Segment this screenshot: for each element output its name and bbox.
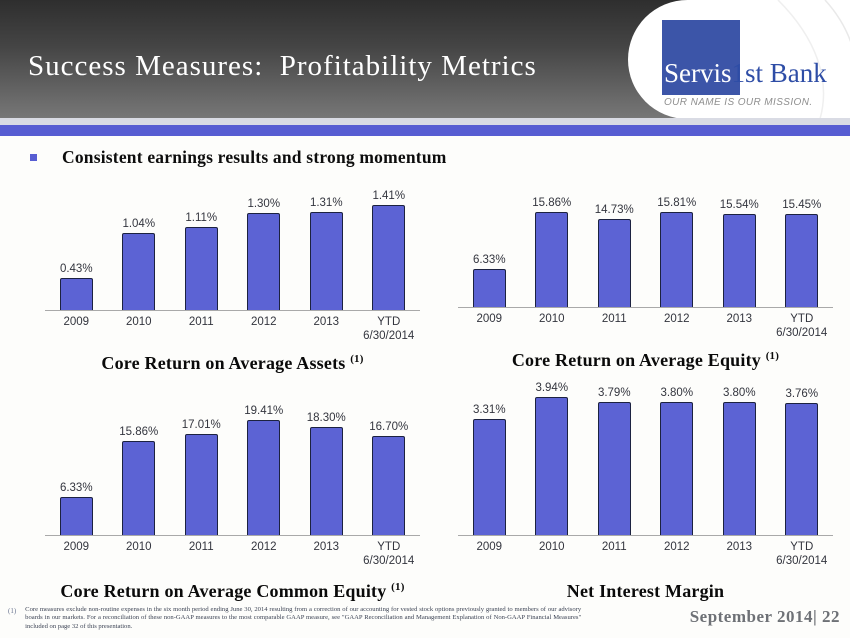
- bar-column: [358, 190, 420, 310]
- bar: [598, 219, 631, 307]
- bar: [247, 420, 280, 535]
- axis-ticks: [458, 540, 833, 570]
- value-label: 1.30%: [247, 198, 281, 210]
- bar: [60, 278, 93, 310]
- bar-column: [170, 212, 232, 310]
- bar-column: [646, 197, 708, 307]
- x-tick-label: 2013: [313, 541, 340, 553]
- slide-title: Success Measures: Profitability Metrics: [28, 50, 537, 82]
- footnote-marker: (1): [8, 607, 17, 615]
- chart-net-interest-margin: [458, 375, 833, 602]
- x-tick-label: YTD 6/30/2014: [363, 541, 415, 567]
- axis-ticks: [458, 312, 833, 342]
- chart-core-return-avg-common-equity: [45, 375, 420, 602]
- x-tick-label: 2010: [125, 541, 152, 553]
- bar-column: [358, 421, 420, 535]
- value-label: 16.70%: [369, 421, 409, 433]
- x-tick-label: 2012: [663, 313, 690, 325]
- value-label: 14.73%: [594, 204, 634, 216]
- x-tick-label: 2012: [250, 541, 277, 553]
- chart-title: Core Return on Average Assets $^{(1)}$: [101, 353, 364, 373]
- footnote-text: Core measures exclude non-routine expenses in the six month period ending June 30, 2014 resulting from a correction of our accounting for vested stock options previously granted to members of our advisory boards in our markets. For a reconciliation of these non-GAAP measures to the most comparable GAAP measure, see "GAAP Reconciliation and Management Explanation of Non-GAAP Financial Measures" included on page 32 of this presentation.: [25, 606, 582, 630]
- value-label: 3.94%: [535, 382, 569, 394]
- bar-column: [295, 197, 357, 310]
- bar: [185, 227, 218, 310]
- bar: [310, 212, 343, 310]
- x-tick-label: 2013: [726, 313, 753, 325]
- bar: [247, 213, 280, 310]
- value-label: 15.86%: [532, 197, 572, 209]
- value-label: 1.31%: [309, 197, 343, 209]
- logo-area: [628, 0, 850, 119]
- bar-column: [646, 387, 708, 535]
- value-label: 15.45%: [782, 199, 822, 211]
- chart-core-return-avg-assets: [45, 185, 420, 374]
- bar: [785, 214, 818, 307]
- bar-column: [458, 404, 520, 535]
- bar-column: [108, 426, 170, 535]
- logo-servis-text: Servis: [664, 58, 732, 88]
- bar-column: [45, 263, 107, 310]
- logo-tagline: OUR NAME IS OUR MISSION.: [664, 97, 813, 108]
- value-label: 19.41%: [244, 405, 284, 417]
- bar: [310, 427, 343, 535]
- bullet-row: [30, 147, 447, 168]
- bar-column: [45, 482, 107, 535]
- chart-title: Core Return on Average Common Equity $^{(1)}$: [60, 581, 405, 601]
- x-tick-label: 2010: [538, 313, 565, 325]
- value-label: 1.41%: [372, 190, 406, 202]
- bar-column: [708, 387, 770, 535]
- logo-1stbank-text: 1st Bank: [731, 58, 827, 88]
- bar: [473, 419, 506, 535]
- x-tick-label: YTD 6/30/2014: [363, 316, 415, 342]
- bar-column: [295, 412, 357, 535]
- chart-title: Core Return on Average Equity $^{(1)}$: [511, 350, 780, 370]
- value-label: 3.31%: [472, 404, 506, 416]
- bar: [372, 205, 405, 310]
- header-divider-strip: [0, 118, 850, 125]
- bar: [723, 402, 756, 535]
- bar: [598, 402, 631, 535]
- value-label: 15.86%: [119, 426, 159, 438]
- x-tick-label: 2009: [63, 316, 90, 328]
- x-tick-label: 2011: [601, 313, 627, 325]
- footnote: [8, 606, 608, 631]
- bar-column: [458, 254, 520, 307]
- bar-column: [521, 382, 583, 535]
- value-label: 3.80%: [660, 387, 694, 399]
- plot-area: [45, 375, 420, 536]
- bar-column: [583, 387, 645, 535]
- x-tick-label: 2011: [188, 316, 214, 328]
- value-label: 18.30%: [306, 412, 346, 424]
- bullet-text: Consistent earnings results and strong momentum: [62, 147, 447, 167]
- bar: [473, 269, 506, 307]
- bar: [535, 212, 568, 307]
- bar-column: [521, 197, 583, 307]
- value-label: 15.54%: [719, 199, 759, 211]
- bar-column: [170, 419, 232, 535]
- bar-column: [233, 198, 295, 310]
- value-label: 3.76%: [785, 388, 819, 400]
- bar-column: [771, 388, 833, 535]
- x-tick-label: 2011: [601, 541, 627, 553]
- bar: [785, 403, 818, 535]
- logo-wordmark: [664, 58, 827, 89]
- bar-column: [583, 204, 645, 307]
- x-tick-label: 2012: [250, 316, 277, 328]
- x-tick-label: YTD 6/30/2014: [776, 541, 828, 567]
- bar: [723, 214, 756, 307]
- x-tick-label: 2010: [538, 541, 565, 553]
- value-label: 17.01%: [181, 419, 221, 431]
- x-tick-label: YTD 6/30/2014: [776, 313, 828, 339]
- value-label: 3.80%: [722, 387, 756, 399]
- bar: [185, 434, 218, 535]
- bar: [535, 397, 568, 535]
- chart-title: Net Interest Margin: [566, 581, 725, 601]
- x-tick-label: 2013: [313, 316, 340, 328]
- bar: [122, 441, 155, 535]
- bar-column: [233, 405, 295, 535]
- x-tick-label: 2009: [476, 313, 503, 325]
- x-tick-label: 2010: [125, 316, 152, 328]
- value-label: 1.04%: [122, 218, 156, 230]
- value-label: 6.33%: [59, 482, 93, 494]
- bar-column: [108, 218, 170, 310]
- chart-core-return-avg-equity: [458, 182, 833, 371]
- x-tick-label: 2012: [663, 541, 690, 553]
- header-accent-bar: [0, 125, 850, 136]
- x-tick-label: 2013: [726, 541, 753, 553]
- x-tick-label: 2011: [188, 541, 214, 553]
- axis-ticks: [45, 315, 420, 345]
- value-label: 1.11%: [185, 212, 218, 224]
- plot-area: [458, 375, 833, 536]
- x-tick-label: 2009: [476, 541, 503, 553]
- plot-area: [45, 185, 420, 311]
- plot-area: [458, 182, 833, 308]
- value-label: 15.81%: [657, 197, 697, 209]
- bullet-icon: [30, 154, 37, 161]
- bar: [660, 402, 693, 535]
- footer-date-page-number: September 2014| 22: [689, 607, 840, 626]
- x-tick-label: 2009: [63, 541, 90, 553]
- axis-ticks: [45, 540, 420, 570]
- bar-column: [771, 199, 833, 307]
- value-label: 3.79%: [597, 387, 631, 399]
- bar: [660, 212, 693, 307]
- bar-column: [708, 199, 770, 307]
- bar: [60, 497, 93, 535]
- bar: [122, 233, 155, 310]
- value-label: 0.43%: [59, 263, 93, 275]
- bar: [372, 436, 405, 535]
- value-label: 6.33%: [472, 254, 506, 266]
